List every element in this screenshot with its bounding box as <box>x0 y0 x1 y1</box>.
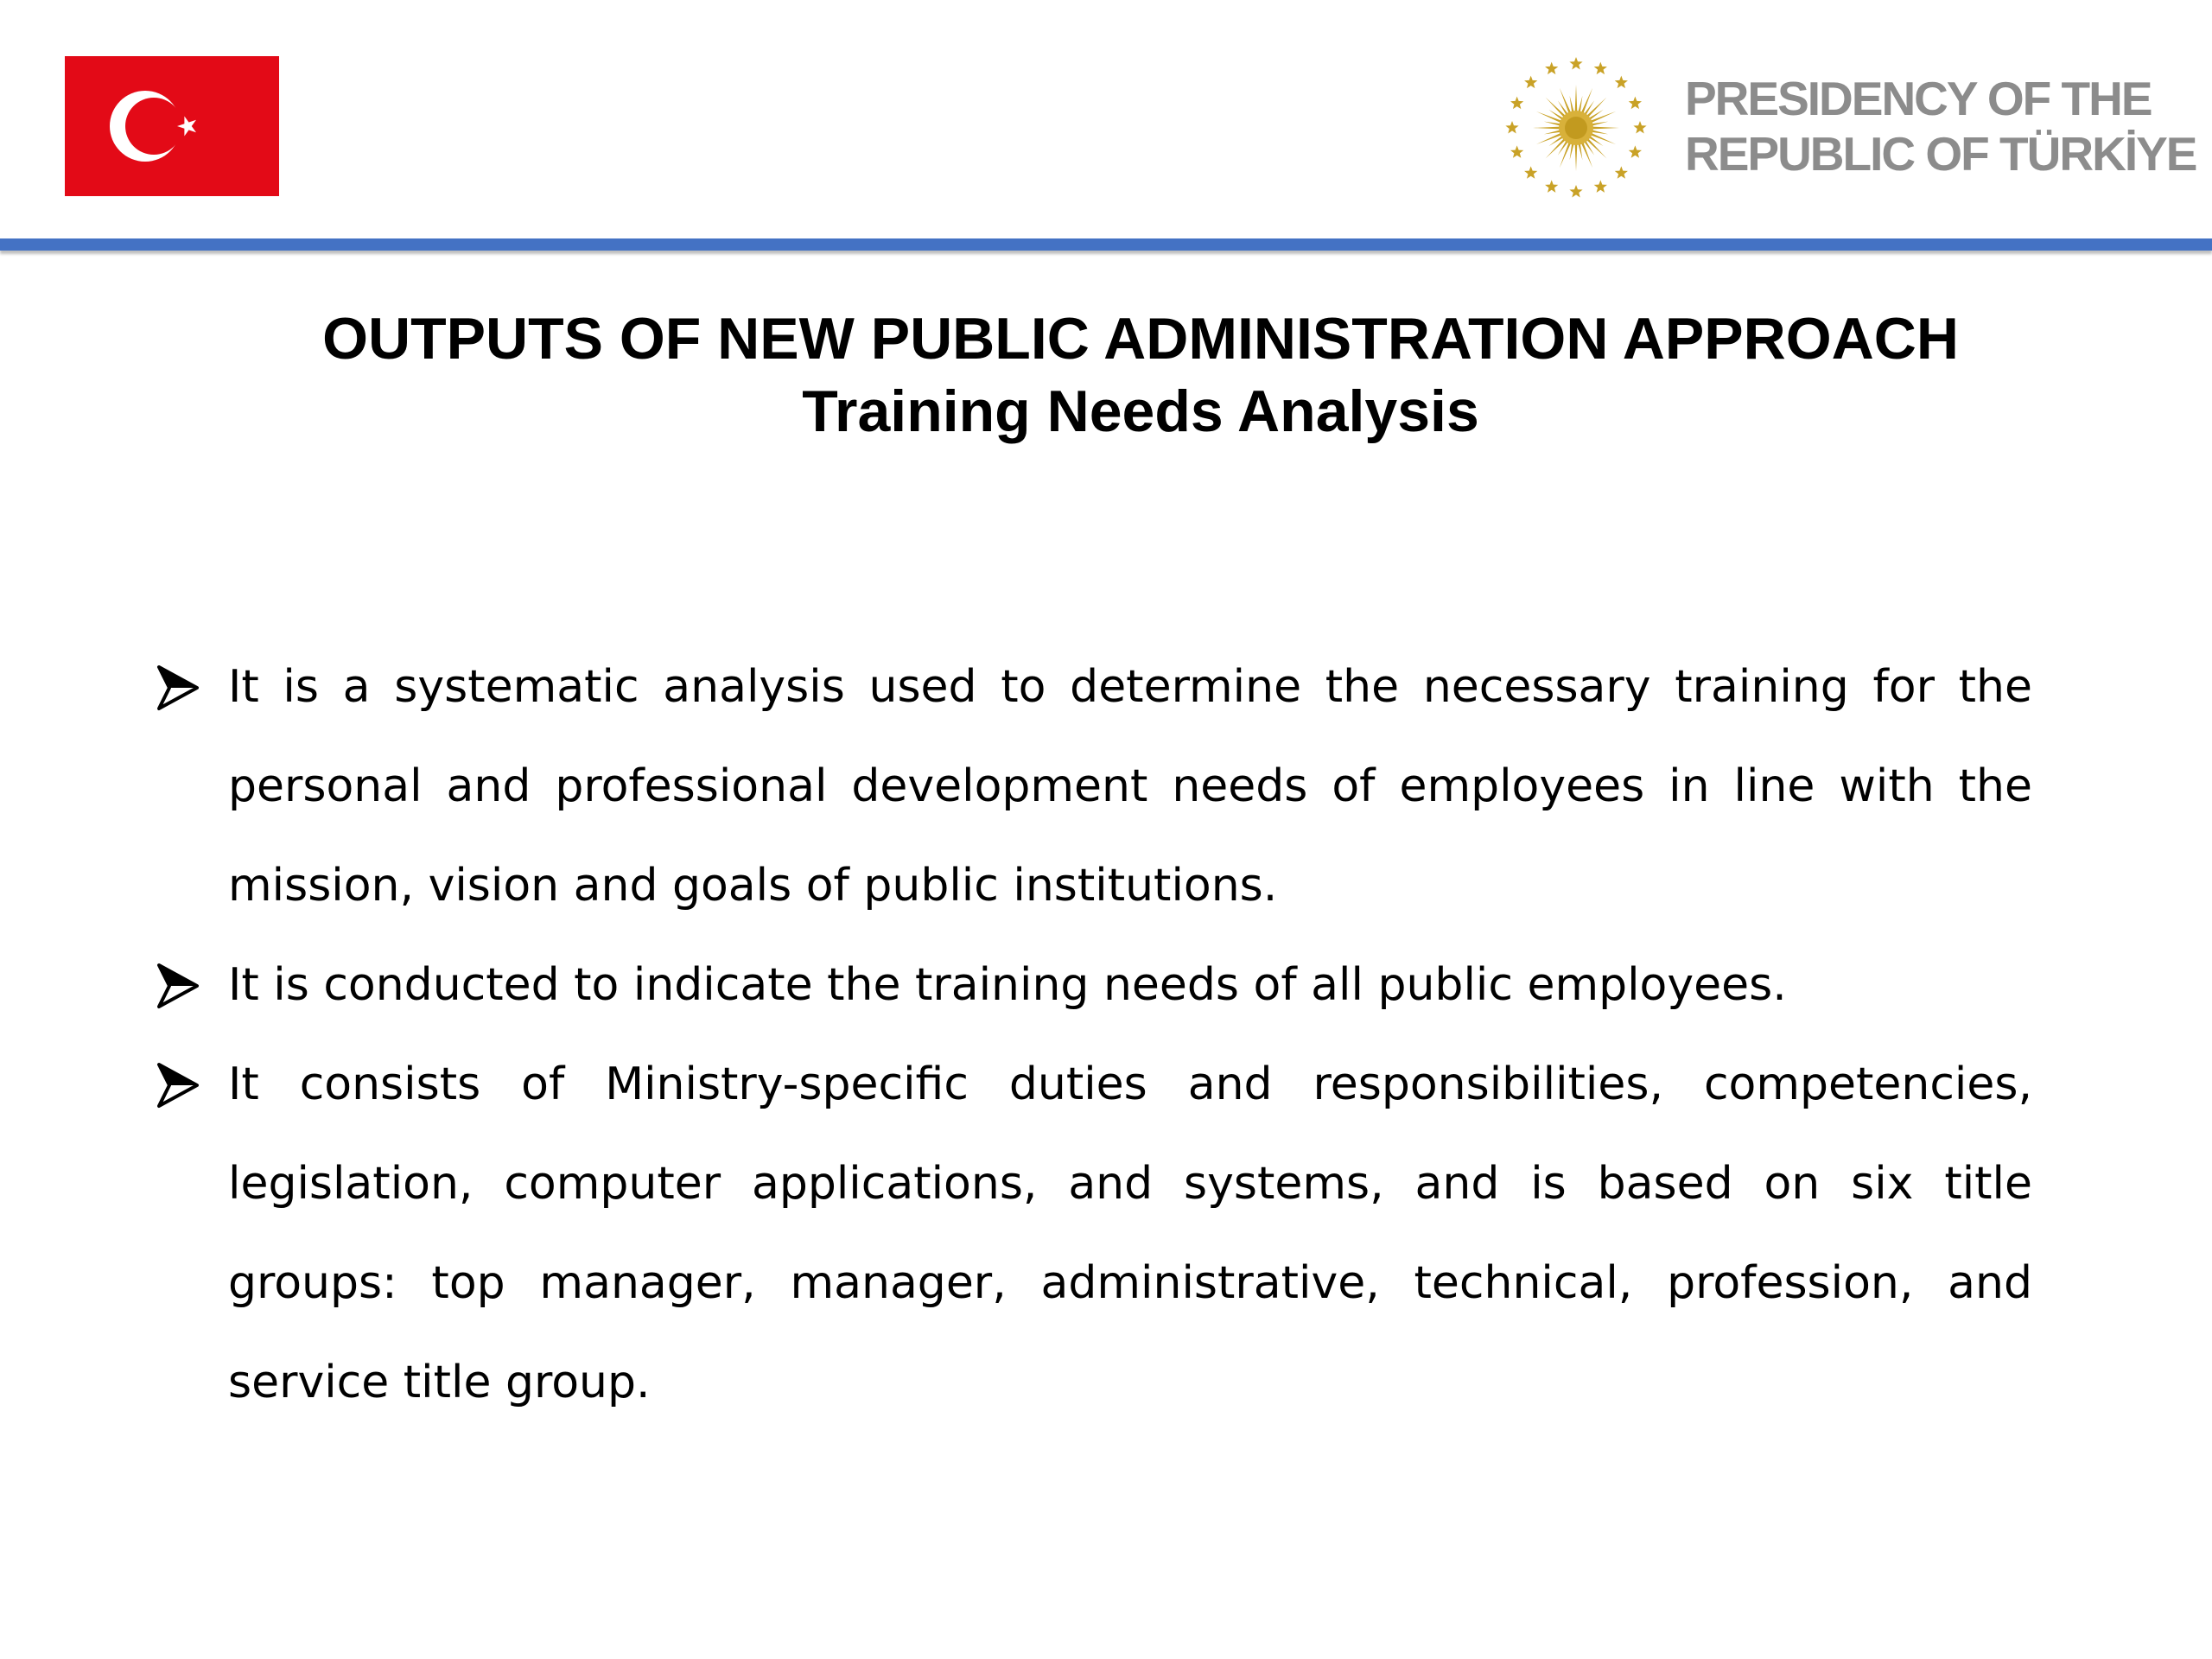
bullet-text: It is a systematic analysis used to determine the necessary training for the personal and professional development needs of employees in line with the mission, vision and goals of public institutions. <box>228 661 2032 912</box>
emblem-star <box>1524 166 1537 178</box>
presidency-line-2: REPUBLIC OF TÜRKİYE <box>1685 127 2196 181</box>
arrow-bullet-icon <box>156 962 200 1010</box>
bullet-list <box>156 638 2032 1433</box>
presidency-line-1: PRESIDENCY OF THE <box>1685 72 2152 125</box>
bullet-text: It is conducted to indicate the training needs of all public employees. <box>228 959 1787 1011</box>
emblem-star <box>1505 121 1518 133</box>
emblem-star <box>1524 76 1537 88</box>
emblem-ray <box>1533 127 1562 130</box>
slide-title-block <box>0 302 2212 448</box>
emblem-star <box>1633 121 1646 133</box>
emblem-star <box>1615 166 1628 178</box>
list-item <box>156 638 2032 936</box>
emblem-star <box>1545 62 1558 74</box>
emblem-star <box>1510 97 1523 109</box>
emblem-star <box>1629 97 1642 109</box>
emblem-star <box>1594 180 1607 192</box>
emblem-ray <box>1590 127 1619 130</box>
emblem-star <box>1545 180 1558 192</box>
emblem-star <box>1569 57 1582 69</box>
slide-title: OUTPUTS OF NEW PUBLIC ADMINISTRATION APPROACH <box>322 306 1959 372</box>
slide-subtitle: Training Needs Analysis <box>802 378 1479 444</box>
emblem-star <box>1629 145 1642 157</box>
emblem-star <box>1569 185 1582 197</box>
bullet-text: It consists of Ministry-specific duties and responsibilities, competencies, legislation, computer applications, and systems, and is based on six title groups: top manager, manager, administrative, technical, profession, and service title group. <box>228 1058 2032 1408</box>
arrow-bullet-icon <box>156 1061 200 1109</box>
presidency-wordmark <box>1685 71 2196 181</box>
list-item <box>156 936 2032 1035</box>
emblem-star <box>1615 76 1628 88</box>
arrow-bullet-icon <box>156 664 200 712</box>
presidency-logo <box>1502 52 2196 209</box>
list-item <box>156 1035 2032 1433</box>
emblem-star <box>1510 145 1523 157</box>
emblem-ray <box>1575 85 1578 114</box>
presidential-emblem-icon <box>1502 52 1650 204</box>
turkish-flag <box>65 56 279 196</box>
header-divider <box>0 238 2212 251</box>
emblem-ray <box>1575 142 1578 171</box>
emblem-star <box>1594 62 1607 74</box>
